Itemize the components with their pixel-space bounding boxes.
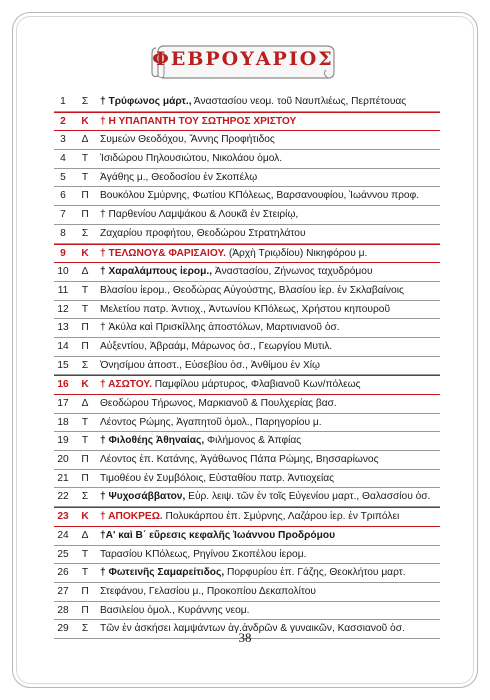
calendar-row — [54, 564, 440, 583]
feast-text — [100, 432, 440, 450]
feast-text — [100, 602, 440, 620]
feast-text — [100, 93, 440, 111]
day-number: 6 — [60, 190, 66, 202]
calendar-row — [54, 263, 440, 282]
calendar-row — [54, 527, 440, 546]
feast-text — [100, 470, 440, 488]
calendar-row — [54, 414, 440, 433]
calendar-row — [54, 432, 440, 451]
feast-rest: Βασιλείου ὁμολ., Κυράννης νεομ. — [100, 604, 250, 616]
feast-text — [100, 414, 440, 432]
feast-text — [100, 546, 440, 564]
weekday-letter: Π — [81, 209, 89, 221]
calendar-row — [54, 375, 440, 395]
weekday-letter: Κ — [81, 511, 89, 523]
feast-lead: † ΤΕΛΩΝΟΥ& ΦΑΡΙΣΑΙΟΥ. — [100, 247, 226, 259]
weekday-letter: Π — [81, 585, 89, 597]
feast-lead: † ΑΠΟΚΡΕΩ. — [100, 511, 163, 523]
calendar-row — [54, 338, 440, 357]
day-number: 13 — [57, 322, 69, 334]
feast-rest: Παμφίλου μάρτυρος, Φλαβιανοῦ Κων/πόλεως — [151, 379, 361, 391]
page-number: 38 — [238, 630, 252, 645]
calendar-row — [54, 395, 440, 414]
weekday-letter: Δ — [81, 529, 89, 541]
day-number: 9 — [60, 247, 66, 259]
feast-text — [100, 263, 440, 281]
feast-text — [100, 187, 440, 205]
day-number: 5 — [60, 171, 66, 183]
day-number: 20 — [57, 454, 69, 466]
weekday-letter: Τ — [81, 284, 89, 296]
feast-lead: † Χαραλάμπους ἱερομ., — [100, 266, 213, 278]
calendar-row — [54, 244, 440, 264]
weekday-letter: Σ — [81, 359, 89, 371]
calendar-row — [54, 583, 440, 602]
weekday-letter: Σ — [81, 623, 89, 635]
feast-rest: Λέοντος ἐπ. Κατάνης, Ἀγάθωνος Πάπα Ρώμης, Βησσαρίωνος — [100, 454, 379, 466]
feast-text — [100, 451, 440, 469]
weekday-letter: Π — [81, 190, 89, 202]
feast-lead: †Α' καὶ Β΄ εὕρεσις κεφαλῆς Ἰωάννου Προδρόμου — [100, 529, 336, 541]
feast-rest: Συμεὼν Θεοδόχου, Ἄννης Προφήτιδος — [100, 134, 275, 146]
weekday-letter: Τ — [81, 153, 89, 165]
feast-rest: Πολυκάρπου ἐπ. Σμύρνης, Λαζάρου ἱερ. ἐν Τριπόλει — [162, 511, 400, 523]
feast-lead: † Φιλοθέης Ἀθηναίας, — [100, 435, 205, 447]
day-number: 28 — [57, 604, 69, 616]
day-number: 10 — [57, 266, 69, 278]
feast-rest: Εὑρ. λειψ. τῶν ἐν τοῖς Εὐγενίου μαρτ., Θαλασσίου ὁσ. — [185, 491, 431, 503]
feast-rest: Τιμοθέου ἐν Συμβόλοις, Εὐσταθίου πατρ. Ἀντιοχείας — [100, 472, 335, 484]
feast-rest: Θεοδώρου Τήρωνος, Μαρκιανοῦ & Πουλχερίας βασ. — [100, 398, 337, 409]
day-number: 19 — [57, 435, 69, 447]
feast-rest: Πορφυρίου ἐπ. Γάζης, Θεοκλήτου μαρτ. — [224, 567, 406, 579]
day-number: 17 — [57, 398, 69, 409]
weekday-letter: Δ — [81, 134, 89, 146]
day-number: 14 — [57, 340, 69, 352]
feast-rest: Ἰσιδώρου Πηλουσιώτου, Νικολάου ὁμολ. — [100, 153, 283, 165]
calendar-row — [54, 93, 440, 112]
feast-text — [100, 527, 440, 545]
day-number: 15 — [57, 359, 69, 371]
calendar-table — [54, 93, 440, 639]
calendar-row — [54, 470, 440, 489]
day-number: 12 — [57, 303, 69, 315]
day-number: 21 — [57, 472, 69, 484]
day-number: 16 — [57, 379, 69, 391]
feast-text — [100, 508, 440, 526]
day-number: 26 — [57, 567, 69, 579]
feast-rest: Μελετίου πατρ. Ἀντιοχ., Ἀντωνίου ΚΠόλεως, Χρήστου κηπουροῦ — [100, 303, 391, 315]
weekday-letter: Σ — [81, 227, 89, 239]
feast-text — [100, 245, 440, 263]
feast-rest: Φιλήμονος & Ἀπφίας — [204, 435, 302, 447]
feast-text — [100, 564, 440, 582]
weekday-letter: Τ — [81, 171, 89, 183]
feast-rest: † Παρθενίου Λαμψάκου & Λουκᾶ ἐν Στειρίῳ, — [100, 209, 299, 221]
weekday-letter: Τ — [81, 416, 89, 428]
feast-rest: Βουκόλου Σμύρνης, Φωτίου ΚΠόλεως, Βαρσανουφίου, Ἰωάννου προφ. — [100, 190, 420, 202]
feast-rest: Ὀνησίμου ἀποστ., Εὐσεβίου ὁσ., Ἀνθίμου ἐν Χίῳ — [100, 359, 320, 371]
day-number: 23 — [57, 511, 69, 523]
feast-rest: Τῶν ἐν ἀσκήσει λαμψάντων ἁγ.ἀνδρῶν & γυναικῶν, Κασσιανοῦ ὁσ. — [100, 623, 405, 635]
calendar-row — [54, 169, 440, 188]
feast-rest: Ἀγάθης μ., Θεοδοσίου ἐν Σκοπέλῳ — [100, 171, 258, 183]
weekday-letter: Κ — [81, 115, 89, 127]
feast-text — [100, 583, 440, 601]
feast-lead: † Ψυχοσάββατον, — [100, 491, 186, 503]
month-banner — [148, 42, 338, 82]
weekday-letter: Τ — [81, 303, 89, 315]
weekday-letter: Τ — [81, 567, 89, 579]
day-number: 29 — [57, 623, 69, 635]
calendar-row — [54, 131, 440, 150]
weekday-letter: Τ — [81, 548, 89, 560]
feast-text — [100, 113, 440, 131]
feast-lead: † Τρύφωνος μάρτ., — [100, 96, 192, 107]
day-number: 11 — [57, 284, 69, 296]
calendar-row — [54, 282, 440, 301]
feast-rest: Λέοντος Ρώμης, Ἀγαπητοῦ ὁμολ., Παρηγορίου μ. — [100, 416, 322, 428]
calendar-row — [54, 112, 440, 132]
day-number: 4 — [60, 153, 66, 165]
feast-text — [100, 206, 440, 224]
weekday-letter: Δ — [81, 398, 89, 409]
feast-text — [100, 282, 440, 300]
feast-rest: Βλασίου ἱερομ., Θεοδώρας Αὐγούστης, Βλασίου ἱερ. ἐν Σκλαβαίνοις — [100, 284, 404, 296]
feast-text — [100, 225, 440, 243]
feast-text — [100, 488, 440, 506]
calendar-row — [54, 150, 440, 169]
day-number: 8 — [60, 227, 66, 239]
feast-lead: † Η ΥΠΑΠΑΝΤΗ ΤΟΥ ΣΩΤΗΡΟΣ ΧΡΙΣΤΟΥ — [100, 115, 297, 127]
feast-text — [100, 395, 440, 413]
weekday-letter: Δ — [81, 266, 89, 278]
weekday-letter: Π — [81, 322, 89, 334]
feast-text — [100, 357, 440, 375]
day-number: 27 — [57, 585, 69, 597]
calendar-row — [54, 451, 440, 470]
calendar-row — [54, 602, 440, 621]
calendar-row — [54, 319, 440, 338]
feast-text — [100, 301, 440, 319]
feast-rest: Ἀναστασίου, Ζήνωνος ταχυδρόμου — [212, 266, 373, 278]
day-number: 1 — [60, 96, 66, 107]
weekday-letter: Κ — [81, 247, 89, 259]
day-number: 25 — [57, 548, 69, 560]
calendar-row — [54, 187, 440, 206]
day-number: 7 — [60, 209, 66, 221]
calendar-row — [54, 357, 440, 376]
feast-rest: Ζαχαρίου προφήτου, Θεοδώρου Στρατηλάτου — [100, 227, 306, 239]
feast-rest: (Ἀρχὴ Τριῳδίου) Νικηφόρου μ. — [225, 247, 368, 259]
day-number: 22 — [57, 491, 69, 503]
weekday-letter: Κ — [81, 379, 89, 391]
feast-lead: † Φωτεινῆς Σαμαρείτιδος, — [100, 567, 225, 579]
day-number: 2 — [60, 115, 66, 127]
feast-text — [100, 169, 440, 187]
day-number: 18 — [57, 416, 69, 428]
feast-text — [100, 319, 440, 337]
feast-lead: † ΑΣΩΤΟΥ. — [100, 379, 152, 391]
weekday-letter: Π — [81, 340, 89, 352]
month-title: ΦΕΒΡΟΥΑΡΙΟΣ — [152, 48, 334, 70]
weekday-letter: Σ — [81, 491, 89, 503]
calendar-row — [54, 206, 440, 225]
feast-rest: Άναστασίου νεομ. τοῦ Ναυπλιέως, Περπέτουας — [191, 96, 407, 107]
weekday-letter: Π — [81, 472, 89, 484]
calendar-row — [54, 507, 440, 527]
weekday-letter: Π — [81, 454, 89, 466]
day-number: 3 — [60, 134, 66, 146]
calendar-row — [54, 488, 440, 507]
feast-rest: Ταρασίου ΚΠόλεως, Ρηγίνου Σκοπέλου ἱερομ. — [100, 548, 307, 560]
feast-rest: Αὐξεντίου, Ἀβραάμ, Μάρωνος ὁσ., Γεωργίου Μυτιλ. — [100, 340, 333, 352]
feast-text — [100, 376, 440, 394]
weekday-letter: Π — [81, 604, 89, 616]
feast-text — [100, 150, 440, 168]
feast-rest: Στεφάνου, Γελασίου μ., Προκοπίου Δεκαπολίτου — [100, 585, 316, 597]
day-number: 24 — [57, 529, 69, 541]
weekday-letter: Τ — [81, 435, 89, 447]
feast-text — [100, 338, 440, 356]
feast-rest: † Ἀκύλα καὶ Πρισκίλλης ἀποστόλων, Μαρτινιανοῦ ὁσ. — [100, 322, 340, 334]
weekday-letter: Σ — [81, 96, 89, 107]
calendar-row — [54, 225, 440, 244]
calendar-row — [54, 546, 440, 565]
feast-text — [100, 131, 440, 149]
calendar-row — [54, 301, 440, 320]
